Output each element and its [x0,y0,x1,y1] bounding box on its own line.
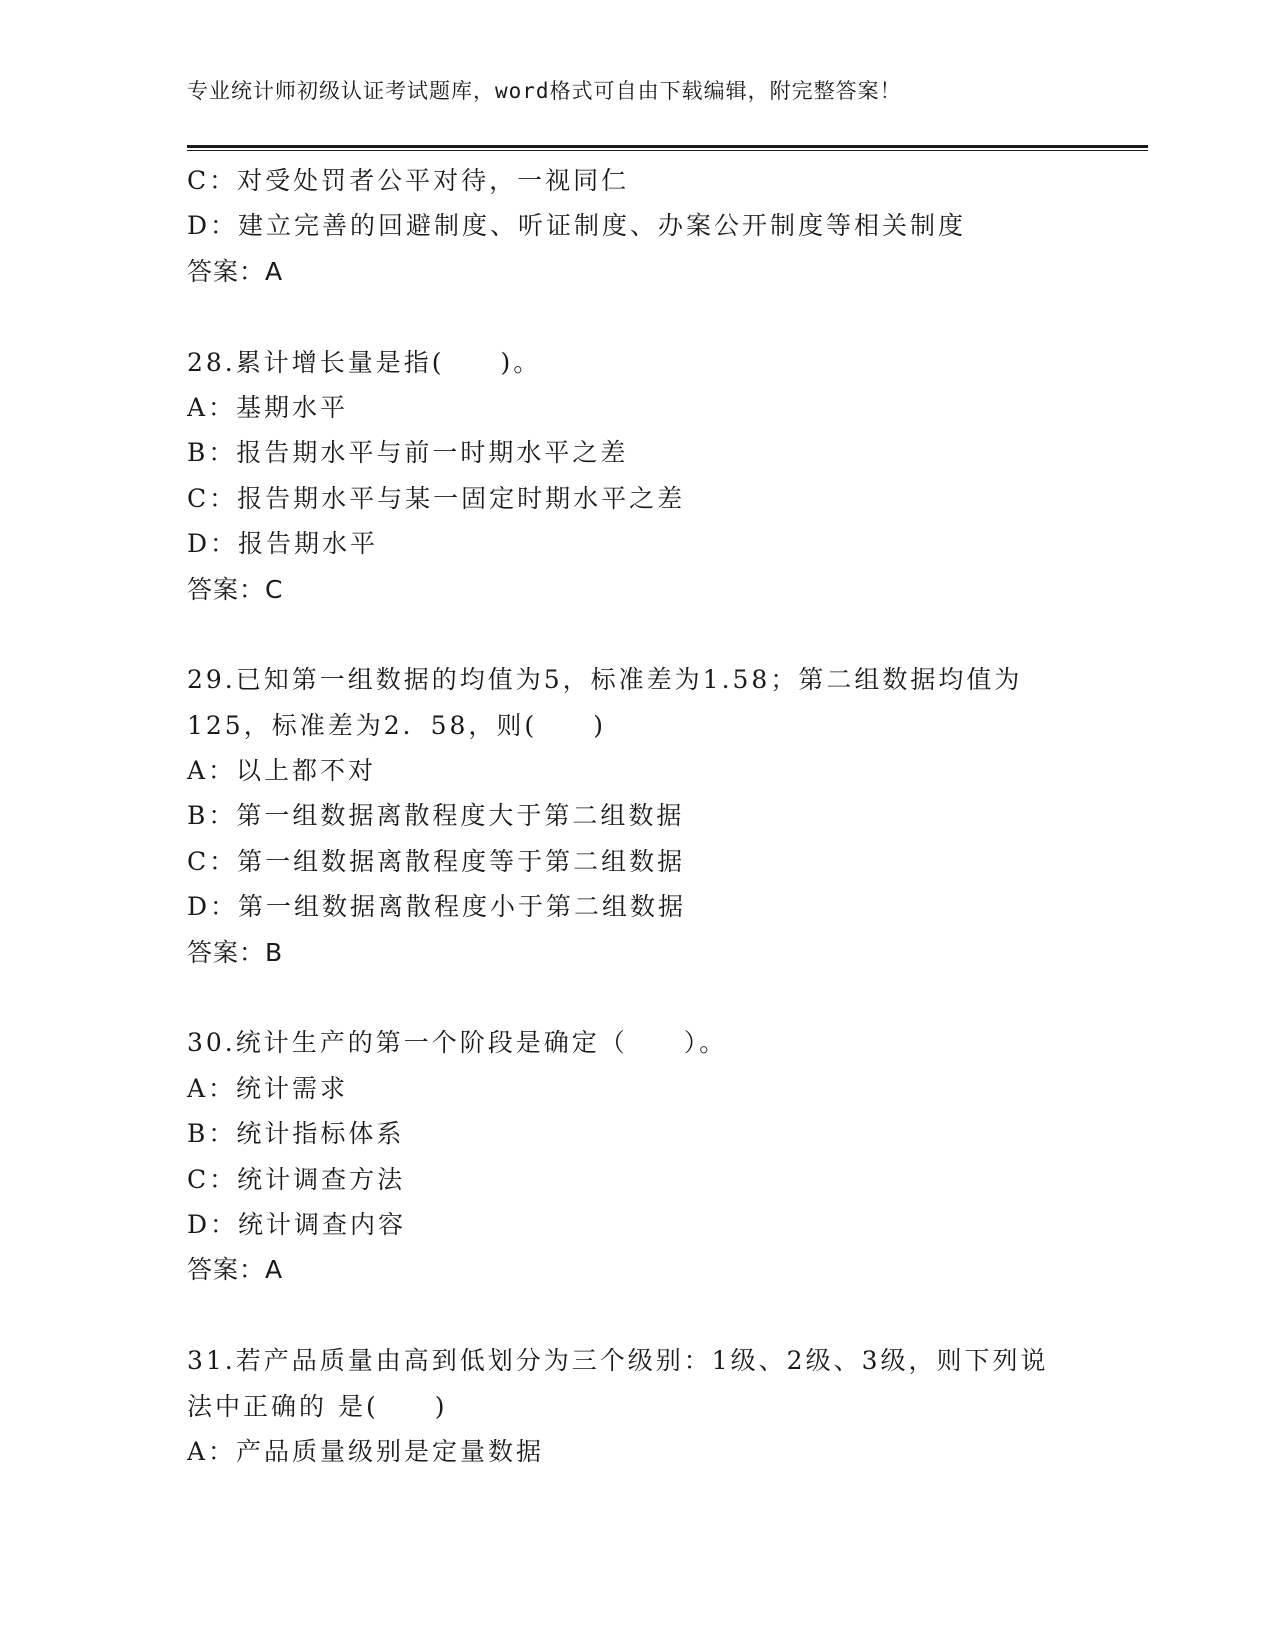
option-b: B：报告期水平与前一时期水平之差 [187,438,629,468]
option-d: D：统计调查内容 [187,1209,407,1239]
option-a: A：以上都不对 [187,756,377,786]
option-c: C：对受处罚者公平对待，一视同仁 [187,166,630,195]
answer: 答案：A [187,256,284,286]
question-stem: 29.已知第一组数据的均值为5，标准差为1.58；第二组数据均值为 [187,665,1023,695]
question-list [187,158,1147,1474]
question-stem: 28.累计增长量是指( )。 [187,347,542,377]
question-30 [187,1020,1147,1292]
option-a: A：基期水平 [187,392,349,422]
question-stem-continued: 125，标准差为2．58，则( ) [187,710,606,740]
question-27 [187,158,1147,294]
option-d: D：建立完善的回避制度、听证制度、办案公开制度等相关制度 [187,211,967,241]
question-29 [187,657,1147,975]
answer: 答案：B [187,937,284,967]
option-d: D：第一组数据离散程度小于第二组数据 [187,892,687,922]
answer: 答案：A [187,1255,284,1285]
page-header: 专业统计师初级认证考试题库，word格式可自由下载编辑，附完整答案！ [187,79,902,103]
header-rule [187,145,1148,148]
question-28 [187,340,1147,612]
option-a: A：产品质量级别是定量数据 [187,1436,545,1466]
option-c: C：第一组数据离散程度等于第二组数据 [187,846,686,876]
option-b: B：统计指标体系 [187,1119,405,1149]
option-b: B：第一组数据离散程度大于第二组数据 [187,801,685,831]
question-stem-continued: 法中正确的 是( ) [187,1391,448,1421]
option-a: A：统计需求 [187,1073,349,1103]
option-d: D：报告期水平 [187,529,379,559]
header-rule-thin [187,150,1148,151]
option-c: C：统计调查方法 [187,1164,406,1194]
question-31 [187,1338,1147,1474]
question-stem: 30.统计生产的第一个阶段是确定（ ）。 [187,1028,728,1058]
question-stem: 31.若产品质量由高到低划分为三个级别：1级、2级、3级，则下列说 [187,1346,1049,1376]
option-c: C：报告期水平与某一固定时期水平之差 [187,483,686,513]
answer: 答案：C [187,574,284,604]
